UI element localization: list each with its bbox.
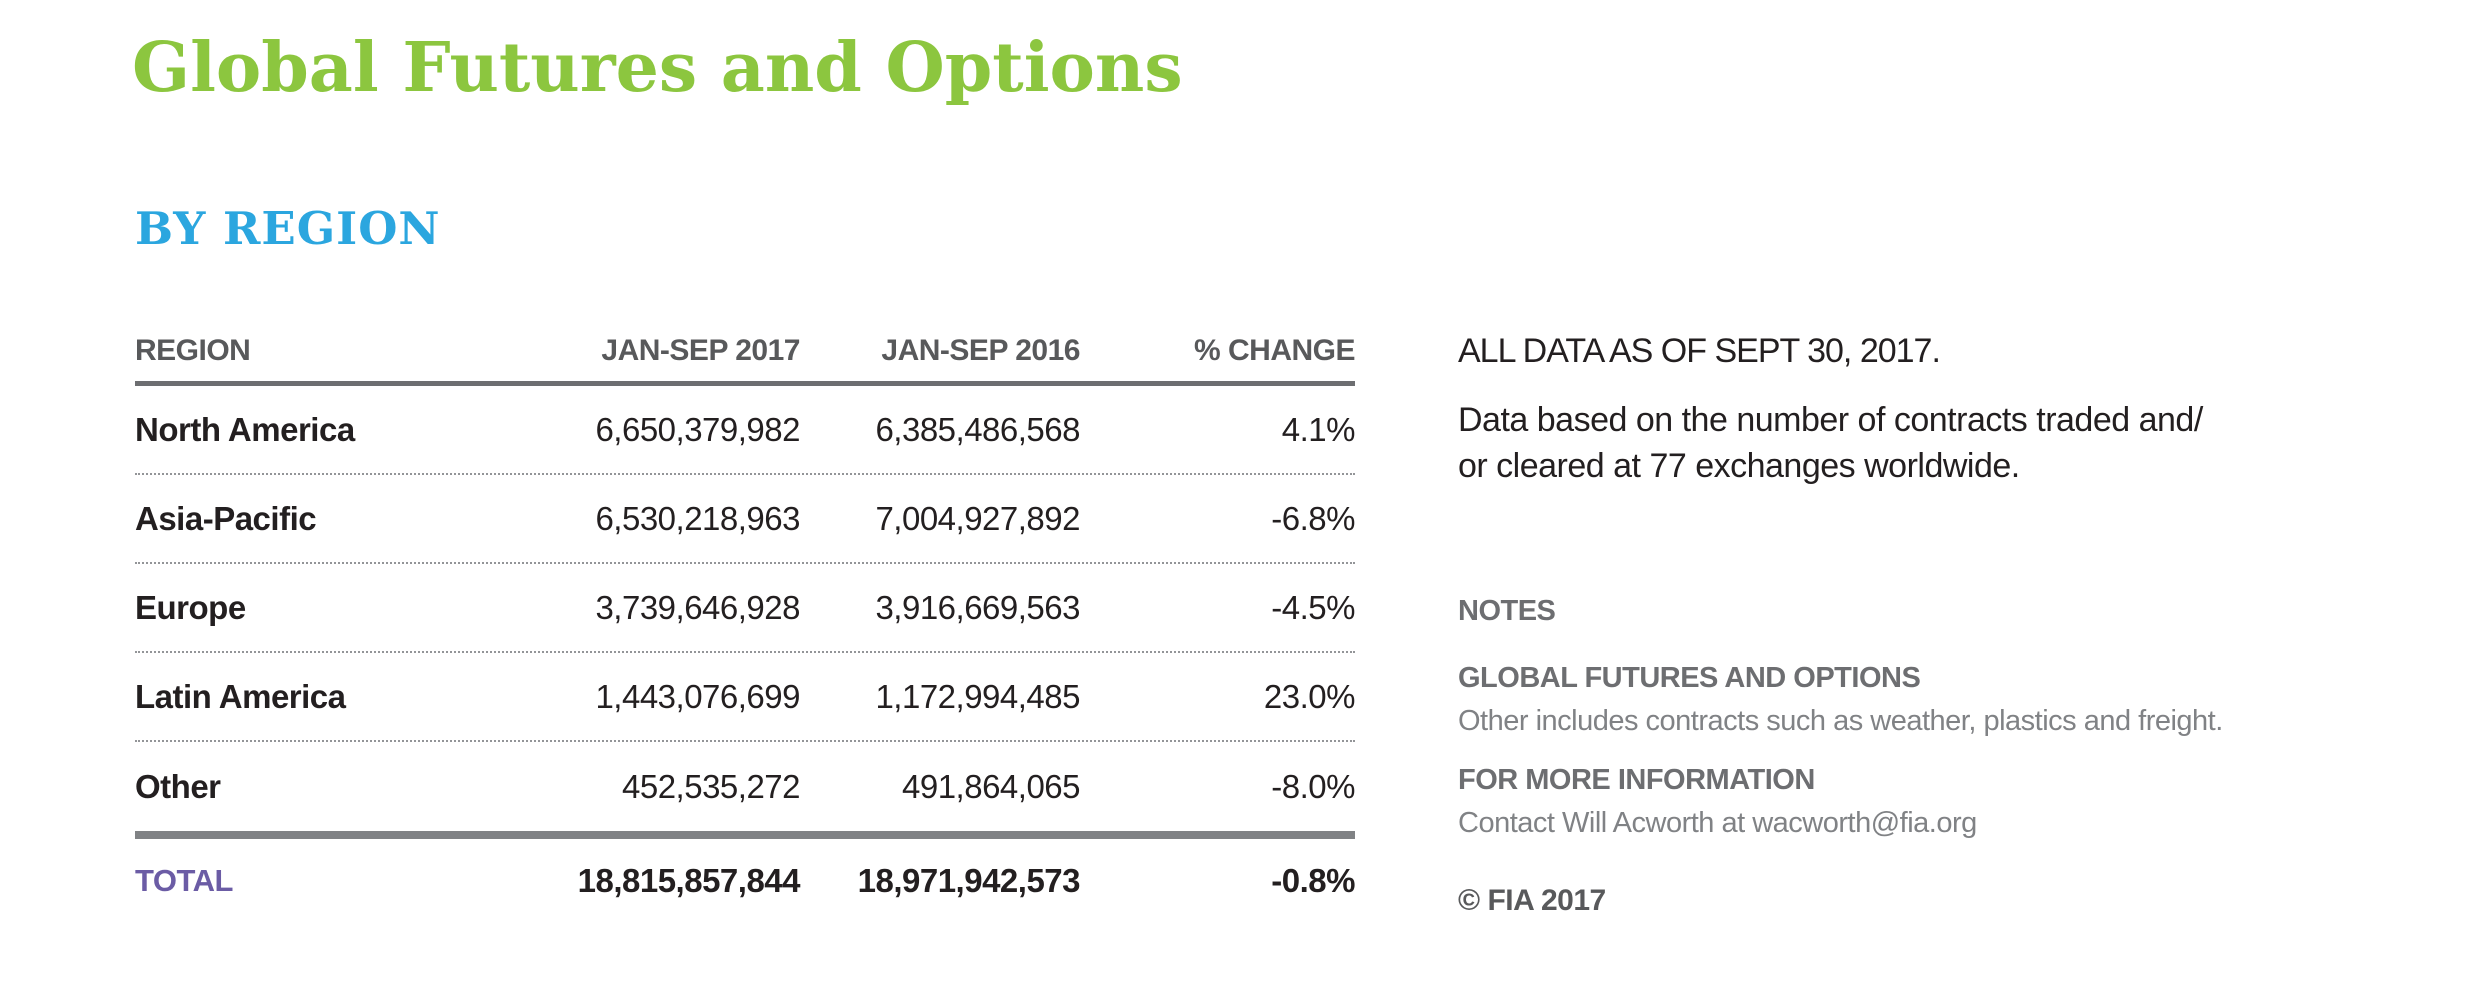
total-label: TOTAL xyxy=(135,863,233,898)
section-heading-by-region: BY REGION xyxy=(135,202,441,255)
value-2017: 3,739,646,928 xyxy=(595,588,800,626)
value-2017: 6,650,379,982 xyxy=(595,410,800,448)
total-pct-change: -0.8% xyxy=(1271,862,1355,899)
value-2017: 6,530,218,963 xyxy=(595,499,800,537)
table-row-other xyxy=(135,742,1355,831)
note-body-other-definition: Other includes contracts such as weather, plastics and freight. xyxy=(1458,705,2223,737)
value-2016: 6,385,486,568 xyxy=(875,410,1080,448)
info-column xyxy=(1458,318,2238,918)
table-row-europe xyxy=(135,564,1355,653)
value-2016: 1,172,994,485 xyxy=(875,677,1080,715)
region-name: Latin America xyxy=(135,677,346,715)
value-2016: 491,864,065 xyxy=(901,767,1080,805)
value-2017: 452,535,272 xyxy=(621,767,800,805)
region-name: North America xyxy=(135,410,355,448)
table-header-row xyxy=(135,318,1355,386)
value-2016: 7,004,927,892 xyxy=(875,499,1080,537)
region-name: Other xyxy=(135,767,221,805)
table-row-latin-america xyxy=(135,653,1355,742)
page-title: Global Futures and Options xyxy=(132,28,1183,108)
data-as-of-note: ALL DATA AS OF SEPT 30, 2017. xyxy=(1458,332,1940,370)
copyright-notice: © FIA 2017 xyxy=(1458,884,1606,917)
data-description-line1: Data based on the number of contracts traded and/ xyxy=(1458,401,2203,439)
table-row-north-america xyxy=(135,386,1355,475)
regions-table xyxy=(135,318,1355,923)
pct-change: -8.0% xyxy=(1271,767,1355,805)
col-header-jan-sep-2017: JAN-SEP 2017 xyxy=(601,334,800,367)
pct-change: 4.1% xyxy=(1281,410,1355,448)
table-row-asia-pacific xyxy=(135,475,1355,564)
value-2016: 3,916,669,563 xyxy=(875,588,1080,626)
col-header-jan-sep-2016: JAN-SEP 2016 xyxy=(881,334,1080,367)
total-value-2017: 18,815,857,844 xyxy=(577,862,800,899)
region-name: Europe xyxy=(135,588,246,626)
note-title-for-more-information: FOR MORE INFORMATION xyxy=(1458,764,1815,796)
notes-heading: NOTES xyxy=(1458,595,1556,627)
table-row-total xyxy=(135,831,1355,923)
col-header-region: REGION xyxy=(135,334,251,367)
note-title-global-futures-and-options: GLOBAL FUTURES AND OPTIONS xyxy=(1458,662,1921,694)
total-value-2016: 18,971,942,573 xyxy=(857,862,1080,899)
note-body-contact: Contact Will Acworth at wacworth@fia.org xyxy=(1458,807,1977,839)
pct-change: -6.8% xyxy=(1271,499,1355,537)
col-header-pct-change: % CHANGE xyxy=(1193,334,1355,367)
data-description xyxy=(1458,397,2238,489)
value-2017: 1,443,076,699 xyxy=(595,677,800,715)
region-name: Asia-Pacific xyxy=(135,499,317,537)
pct-change: -4.5% xyxy=(1271,588,1355,626)
data-description-line2: or cleared at 77 exchanges worldwide. xyxy=(1458,447,2020,485)
pct-change: 23.0% xyxy=(1263,677,1355,715)
